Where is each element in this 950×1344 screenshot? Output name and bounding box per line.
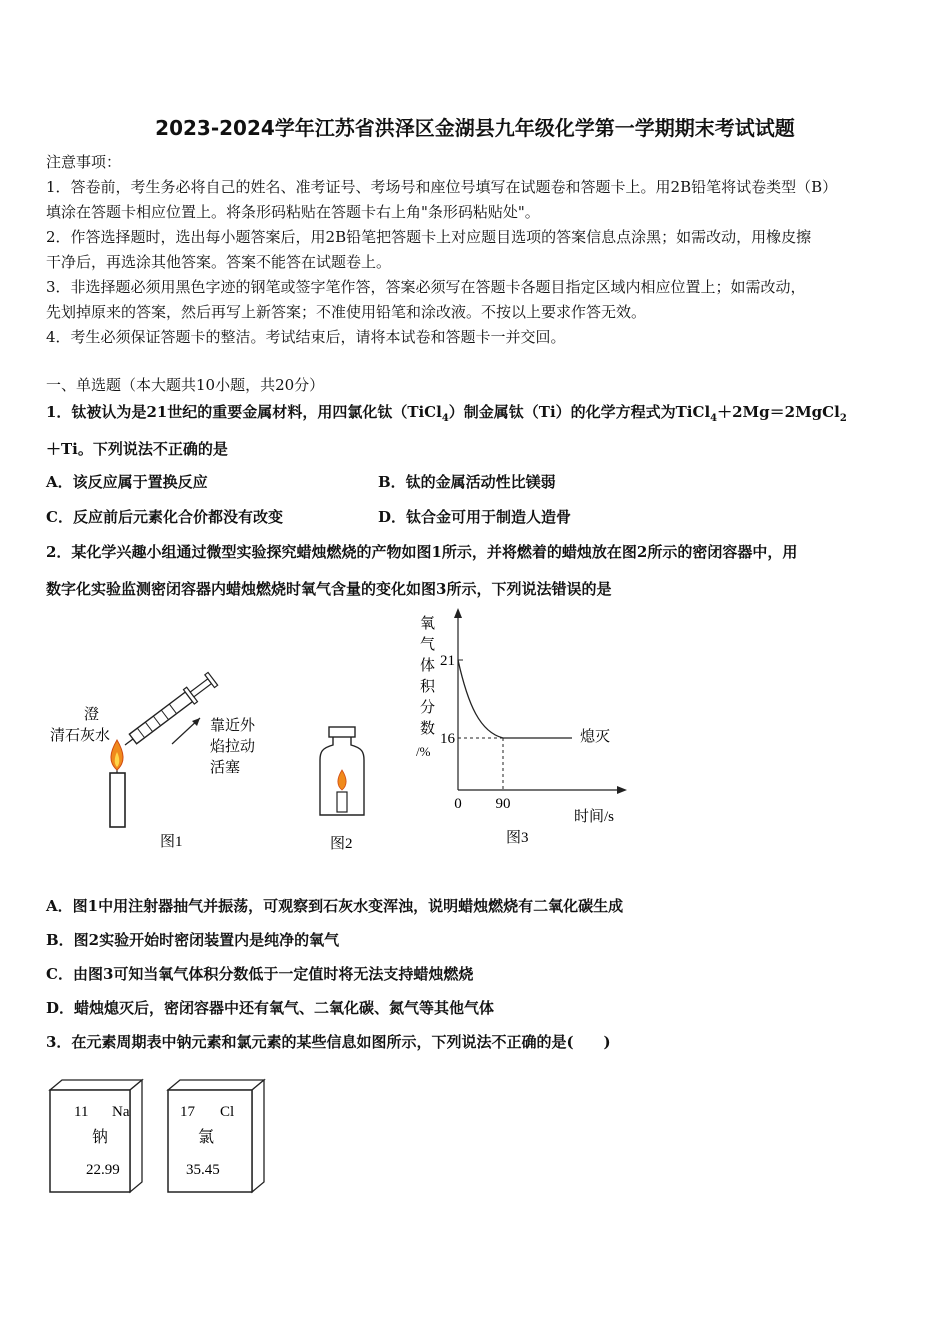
fig2-caption: 图2 bbox=[330, 836, 353, 852]
candle-icon bbox=[110, 773, 125, 827]
fig3-ylabel-char: 气 bbox=[420, 637, 436, 653]
q2-stem-line2: 数字化实验监测密闭容器内蜡烛燃烧时氧气含量的变化如图3所示，下列说法错误的是 bbox=[46, 580, 612, 598]
fig1-label-b: 清石灰水 bbox=[50, 728, 111, 744]
q1-option-d: D．钛合金可用于制造人造骨 bbox=[378, 508, 572, 526]
fig1-candle-syringe bbox=[50, 672, 256, 850]
notice-heading: 注意事项： bbox=[46, 153, 122, 171]
element-card-cl bbox=[164, 1078, 268, 1194]
cl-symbol: Cl bbox=[220, 1104, 235, 1120]
q1-option-c: C．反应前后元素化合价都没有改变 bbox=[46, 508, 283, 526]
q2-stem: 2．某化学兴趣小组通过微型实验探究蜡烛燃烧的产物如图1所示，并将燃着的蜡烛放在图2所示的密闭容器中，用 bbox=[46, 543, 798, 561]
candle-icon bbox=[337, 792, 347, 812]
fig3-curve-label: 熄灭 bbox=[580, 729, 611, 745]
notice-line: 1．答卷前，考生务必将自己的姓名、准考证号、考场号和座位号填写在试题卷和答题卡上。用2B铅笔将试卷类型（B） bbox=[46, 178, 838, 196]
cl-atomic-mass: 35.45 bbox=[186, 1162, 220, 1178]
fig3-y-unit: /% bbox=[416, 744, 431, 759]
fig1-caption: 图1 bbox=[160, 834, 183, 850]
q1-option-b: B．钛的金属活动性比镁弱 bbox=[378, 473, 556, 491]
na-atomic-number: 11 bbox=[74, 1104, 89, 1120]
notice-line: 4．考生必须保证答题卡的整洁。考试结束后，请将本试卷和答题卡一并交回。 bbox=[46, 328, 566, 346]
fig3-y-tick-16: 16 bbox=[440, 731, 455, 747]
q2-figures bbox=[0, 600, 950, 860]
element-card-na bbox=[46, 1078, 146, 1194]
q2-option-c: C．由图3可知当氧气体积分数低于一定值时将无法支持蜡烛燃烧 bbox=[46, 965, 474, 983]
q1-stem: 1．钛被认为是21世纪的重要金属材料，用四氯化钛（TiCl$_4$）制金属钛（Ti）的化学方程式为TiCl$_4$＋2Mg＝2MgCl$_2$ bbox=[46, 403, 847, 424]
notice-line: 先划掉原来的答案，然后再写上新答案；不准使用铅笔和涂改液。不按以上要求作答无效。 bbox=[46, 303, 647, 321]
fig1-label-c1: 靠近外 bbox=[210, 718, 256, 734]
fig1-label-a: 澄 bbox=[84, 707, 100, 723]
fig3-x-tick-0: 0 bbox=[454, 796, 462, 812]
fig3-y-arrow bbox=[454, 608, 462, 618]
syringe-icon bbox=[120, 672, 219, 753]
q1-option-a: A．该反应属于置换反应 bbox=[46, 473, 208, 491]
fig3-ylabel-char: 氧 bbox=[420, 616, 436, 632]
flame-icon bbox=[338, 770, 346, 790]
cl-atomic-number: 17 bbox=[180, 1104, 195, 1120]
notice-line: 干净后，再选涂其他答案。答案不能答在试题卷上。 bbox=[46, 253, 392, 271]
fig3-chart bbox=[416, 608, 627, 846]
notice-line: 2．作答选择题时，选出每小题答案后，用2B铅笔把答题卡上对应题目选项的答案信息点涂黑；如需改动，用橡皮擦 bbox=[46, 228, 812, 246]
cl-name: 氯 bbox=[198, 1129, 215, 1146]
na-name: 钠 bbox=[92, 1129, 109, 1146]
page-title: 2023-2024学年江苏省洪泽区金湖县九年级化学第一学期期末考试试题 bbox=[155, 116, 795, 140]
notice-line: 填涂在答题卡相应位置上。将条形码粘贴在答题卡右上角"条形码粘贴处"。 bbox=[46, 203, 540, 221]
q2-option-a: A．图1中用注射器抽气并振荡，可观察到石灰水变浑浊，说明蜡烛燃烧有二氧化碳生成 bbox=[46, 897, 624, 915]
na-atomic-mass: 22.99 bbox=[86, 1162, 120, 1178]
q2-option-b: B．图2实验开始时密闭装置内是纯净的氧气 bbox=[46, 931, 340, 949]
notice-line: 3．非选择题必须用黑色字迹的钢笔或签字笔作答，答案必须写在答题卡各题目指定区域内相应位置上；如需改动， bbox=[46, 278, 806, 296]
fig3-oxygen-curve bbox=[458, 660, 572, 738]
fig2-bottle bbox=[320, 727, 364, 852]
fig3-x-tick-90: 90 bbox=[495, 796, 511, 812]
bottle-stopper bbox=[329, 727, 355, 737]
fig3-caption: 图3 bbox=[506, 830, 529, 846]
fig3-ylabel-char: 体 bbox=[420, 658, 436, 674]
fig1-label-c3: 活塞 bbox=[210, 760, 241, 776]
fig3-y-tick-21: 21 bbox=[440, 653, 455, 669]
na-symbol: Na bbox=[112, 1104, 130, 1120]
fig3-x-label: 时间/s bbox=[574, 809, 615, 825]
fig3-ylabel-char: 分 bbox=[420, 700, 436, 716]
q1-stem-line2: ＋Ti。下列说法不正确的是 bbox=[46, 440, 228, 458]
q3-stem: 3．在元素周期表中钠元素和氯元素的某些信息如图所示，下列说法不正确的是( ) bbox=[46, 1033, 611, 1051]
section-heading: 一、单选题（本大题共10小题，共20分） bbox=[46, 376, 325, 394]
fig1-label-c2: 焰拉动 bbox=[210, 739, 256, 755]
fig3-ylabel-char: 数 bbox=[420, 721, 436, 737]
q2-option-d: D．蜡烛熄灭后，密闭容器中还有氧气、二氧化碳、氮气等其他气体 bbox=[46, 999, 495, 1017]
fig3-ylabel-char: 积 bbox=[420, 679, 436, 695]
fig3-x-arrow bbox=[617, 786, 627, 794]
